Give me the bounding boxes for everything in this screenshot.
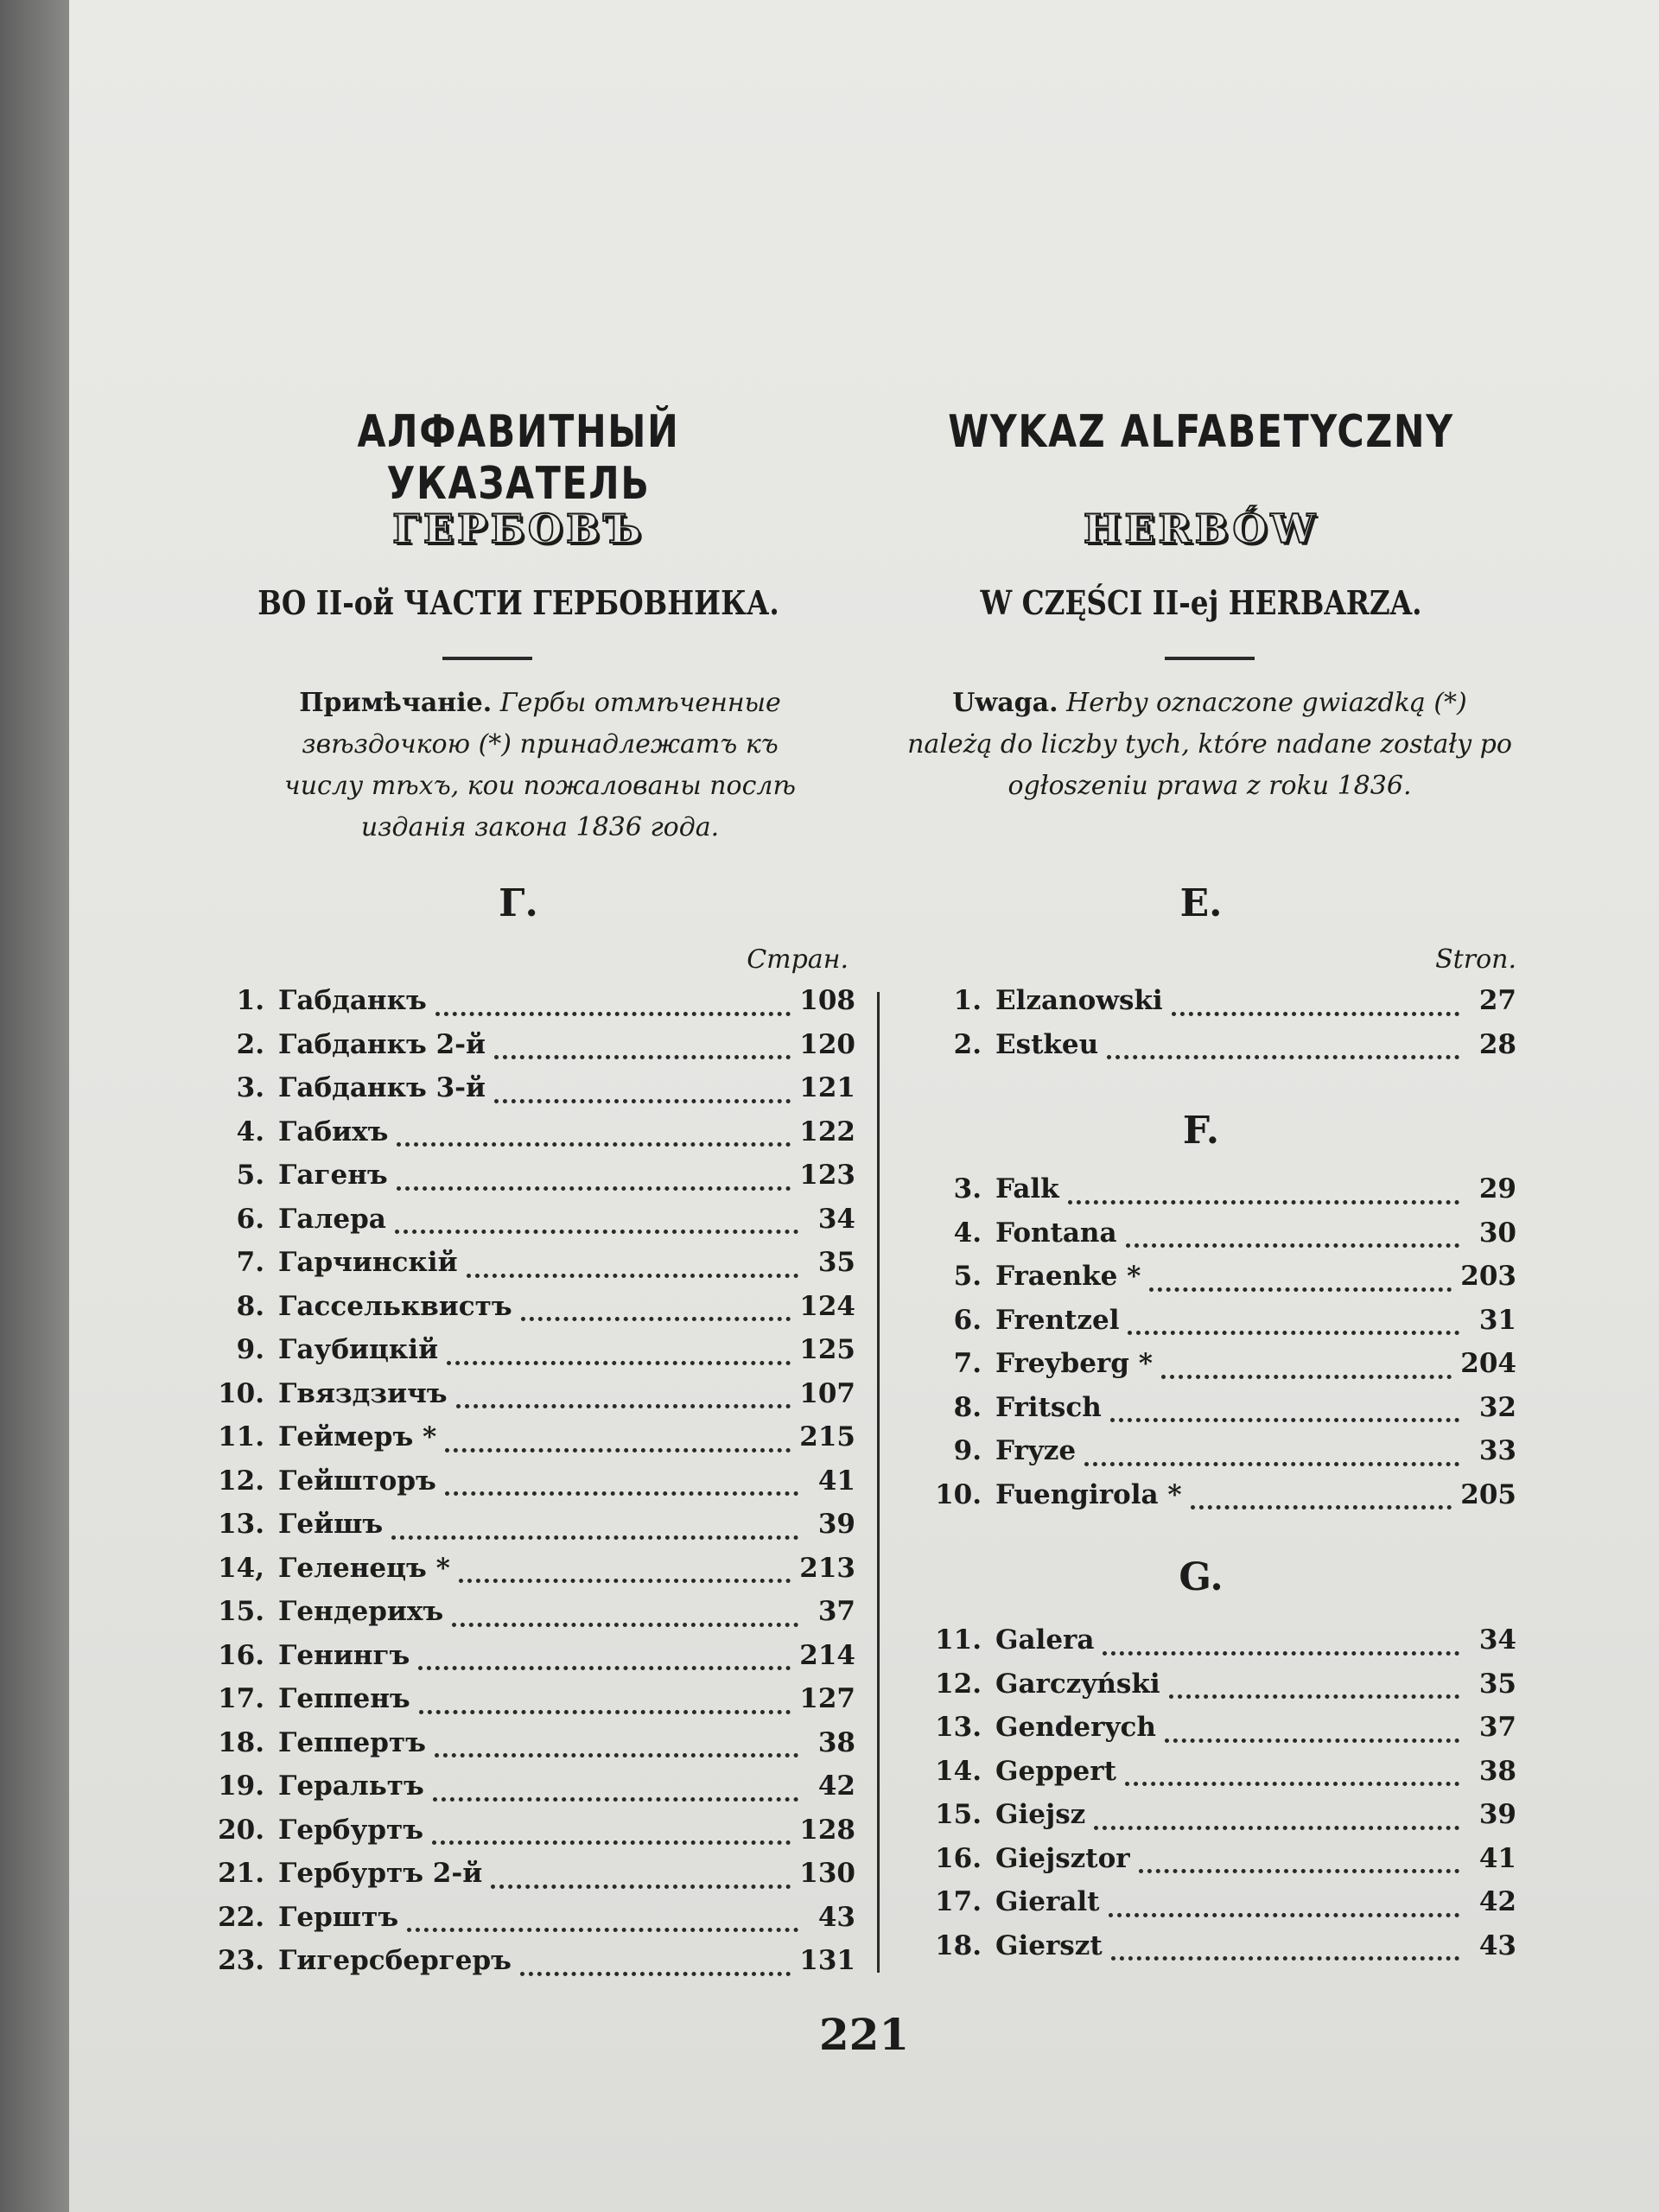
section-letter: F. <box>1182 1109 1220 1153</box>
entry-number: 8. <box>953 1391 982 1423</box>
leader-dots <box>1111 1948 1459 1961</box>
leader-dots <box>491 1876 791 1889</box>
entry-name: Геймеръ * <box>278 1421 437 1452</box>
leader-dots <box>1109 1904 1460 1917</box>
leader-dots <box>467 1265 798 1278</box>
index-entry <box>899 1756 1516 1794</box>
entry-number: 13. <box>218 1509 264 1540</box>
index-entry <box>181 1902 855 1940</box>
section-letter: E. <box>1179 881 1223 925</box>
leader-dots <box>1149 1279 1452 1292</box>
index-entry <box>181 1334 855 1372</box>
entry-number: 3. <box>953 1173 982 1205</box>
entry-name: Гербуртъ 2-й <box>278 1858 483 1889</box>
entry-page: 39 <box>817 1509 855 1540</box>
entry-number: 12. <box>218 1465 264 1497</box>
index-entry <box>181 1509 855 1547</box>
entry-page: 204 <box>1460 1348 1516 1379</box>
entry-name: Gierszt <box>995 1929 1103 1961</box>
entry-name: Galera <box>995 1624 1095 1656</box>
leader-dots <box>445 1483 798 1496</box>
entry-name: Estkeu <box>995 1028 1099 1060</box>
entry-name: Гагенъ <box>278 1160 388 1191</box>
entry-number: 9. <box>953 1435 982 1466</box>
entry-number: 16. <box>935 1842 982 1874</box>
entry-page: 205 <box>1460 1478 1516 1510</box>
index-entry <box>181 1291 855 1329</box>
entry-page: 34 <box>817 1203 855 1235</box>
entry-name: Гаубицкій <box>278 1334 439 1365</box>
entry-number: 8. <box>236 1290 264 1322</box>
entry-number: 3. <box>236 1072 264 1103</box>
index-entry <box>181 1116 855 1154</box>
entry-number: 20. <box>218 1814 264 1846</box>
entry-number: 6. <box>953 1304 982 1336</box>
entry-name: Гейшторъ <box>278 1465 436 1497</box>
entry-name: Garczyński <box>995 1668 1160 1700</box>
index-entry <box>899 1799 1516 1837</box>
polish-subtitle-2: W CZĘŚCI II-ej HERBARZA. <box>980 583 1422 622</box>
entry-name: Frentzel <box>995 1304 1120 1336</box>
leader-dots <box>1103 1643 1459 1656</box>
entry-name: Гендерихъ <box>278 1596 444 1627</box>
entry-number: 17. <box>935 1886 982 1917</box>
entry-name: Geppert <box>995 1755 1116 1787</box>
entry-name: Fritsch <box>995 1391 1102 1423</box>
entry-name: Габданкъ 2-й <box>278 1028 486 1060</box>
index-entry <box>181 1596 855 1634</box>
page-number: 221 <box>818 2009 910 2060</box>
index-entry <box>181 1072 855 1110</box>
leader-dots <box>1084 1453 1459 1466</box>
entry-number: 7. <box>953 1348 982 1379</box>
entry-page: 215 <box>799 1421 855 1452</box>
entry-number: 22. <box>218 1901 264 1933</box>
entry-number: 21. <box>218 1858 264 1889</box>
index-entry <box>899 1217 1516 1255</box>
index-entry <box>899 1173 1516 1211</box>
leader-dots <box>1094 1817 1459 1830</box>
entry-number: 23. <box>218 1945 264 1976</box>
entry-page: 27 <box>1478 985 1516 1016</box>
entry-name: Giejsztor <box>995 1842 1130 1874</box>
leader-dots <box>418 1657 791 1670</box>
russian-title: АЛФАВИТНЫЙ УКАЗАТЕЛЬ <box>357 406 680 510</box>
leader-dots <box>452 1614 798 1627</box>
leader-dots <box>395 1221 798 1234</box>
leader-dots <box>1161 1366 1452 1379</box>
entry-number: 17. <box>218 1683 264 1714</box>
entry-name: Genderych <box>995 1712 1156 1743</box>
entry-page: 28 <box>1478 1028 1516 1060</box>
entry-page: 214 <box>799 1639 855 1671</box>
leader-dots <box>1128 1322 1459 1335</box>
index-entry <box>899 985 1516 1023</box>
book-page <box>69 0 1659 2212</box>
note-lead: Uwaga. <box>952 688 1058 718</box>
leader-dots <box>520 1963 791 1976</box>
entry-number: 11. <box>218 1421 264 1452</box>
entry-name: Giejsz <box>995 1799 1086 1830</box>
leader-dots <box>1169 1686 1459 1699</box>
entry-name: Гербуртъ <box>278 1814 423 1846</box>
entry-page: 29 <box>1478 1173 1516 1205</box>
entry-page: 34 <box>1478 1624 1516 1656</box>
leader-dots <box>407 1919 798 1932</box>
entry-name: Галера <box>278 1203 386 1235</box>
entry-page: 131 <box>799 1945 855 1976</box>
entry-name: Геральтъ <box>278 1770 424 1802</box>
entry-page: 38 <box>817 1726 855 1758</box>
index-entry <box>899 1712 1516 1750</box>
leader-dots <box>435 1745 798 1758</box>
leader-dots <box>1107 1046 1459 1059</box>
entry-number: 18. <box>935 1929 982 1961</box>
page-column-header: Stron. <box>1435 944 1516 975</box>
index-entry <box>181 1858 855 1896</box>
leader-dots <box>456 1395 791 1408</box>
polish-subtitle: HERBÓW <box>1083 505 1319 552</box>
note-lead: Примѣчаніе. <box>299 688 493 718</box>
title-rule <box>1165 657 1255 660</box>
entry-number: 10. <box>935 1478 982 1510</box>
entry-page: 127 <box>799 1683 855 1714</box>
entry-page: 37 <box>1478 1712 1516 1743</box>
entry-page: 130 <box>799 1858 855 1889</box>
entry-number: 13. <box>935 1712 982 1743</box>
index-entry <box>181 1683 855 1721</box>
entry-page: 42 <box>817 1770 855 1802</box>
entry-number: 1. <box>236 985 264 1016</box>
entry-name: Габданкъ 3-й <box>278 1072 486 1103</box>
polish-note <box>907 683 1512 807</box>
entry-page: 107 <box>799 1377 855 1409</box>
entry-page: 125 <box>799 1334 855 1365</box>
index-entry <box>181 1204 855 1242</box>
leader-dots <box>447 1352 791 1365</box>
index-entry <box>899 1435 1516 1473</box>
entry-page: 128 <box>799 1814 855 1846</box>
index-entry <box>899 1624 1516 1662</box>
entry-name: Габихъ <box>278 1116 389 1147</box>
entry-number: 4. <box>236 1116 264 1147</box>
leader-dots <box>397 1178 791 1191</box>
entry-page: 41 <box>817 1465 855 1497</box>
entry-number: 5. <box>953 1261 982 1292</box>
index-entry <box>899 1029 1516 1067</box>
index-entry <box>899 1886 1516 1924</box>
entry-page: 121 <box>799 1072 855 1103</box>
entry-name: Falk <box>995 1173 1059 1205</box>
entry-name: Гассельквистъ <box>278 1290 512 1322</box>
entry-number: 4. <box>953 1217 982 1249</box>
leader-dots <box>397 1134 791 1147</box>
entry-name: Герштъ <box>278 1901 399 1933</box>
entry-page: 203 <box>1460 1261 1516 1292</box>
entry-page: 42 <box>1478 1886 1516 1917</box>
entry-name: Геппертъ <box>278 1726 426 1758</box>
entry-page: 32 <box>1478 1391 1516 1423</box>
section-letter: G. <box>1179 1555 1224 1599</box>
leader-dots <box>1165 1730 1459 1743</box>
leader-dots <box>1126 1235 1459 1248</box>
leader-dots <box>391 1527 798 1540</box>
leader-dots <box>494 1046 791 1059</box>
entry-name: Freyberg * <box>995 1348 1153 1379</box>
index-entry <box>181 1815 855 1853</box>
entry-page: 31 <box>1478 1304 1516 1336</box>
leader-dots <box>1191 1497 1452 1510</box>
entry-page: 122 <box>799 1116 855 1147</box>
entry-name: Гейшъ <box>278 1509 384 1540</box>
index-entry <box>899 1392 1516 1430</box>
leader-dots <box>459 1570 791 1583</box>
leader-dots <box>1139 1860 1459 1873</box>
entry-number: 1. <box>953 985 982 1016</box>
index-entry <box>899 1843 1516 1881</box>
polish-title: WYKAZ ALFABETYCZNY <box>948 406 1454 458</box>
index-entry <box>181 1945 855 1983</box>
entry-number: 15. <box>935 1799 982 1830</box>
entry-name: Fryze <box>995 1435 1077 1466</box>
index-entry <box>899 1930 1516 1968</box>
leader-dots <box>445 1440 791 1452</box>
entry-number: 2. <box>953 1028 982 1060</box>
entry-page: 43 <box>817 1901 855 1933</box>
leader-dots <box>1172 1003 1459 1016</box>
entry-page: 120 <box>799 1028 855 1060</box>
entry-number: 11. <box>935 1624 982 1656</box>
entry-number: 14, <box>218 1552 264 1584</box>
note-body: Гербы отмѣченные звѣздочкою (*) принадлежатъ къ числу тѣхъ, кои пожалованы послѣ изданія закона 1836 года. <box>284 688 796 842</box>
entry-name: Fontana <box>995 1217 1117 1249</box>
index-entry <box>899 1479 1516 1517</box>
entry-page: 213 <box>799 1552 855 1584</box>
entry-page: 30 <box>1478 1217 1516 1249</box>
index-entry <box>181 1727 855 1765</box>
index-entry <box>181 1640 855 1678</box>
russian-subtitle-2: ВО II-ой ЧАСТИ ГЕРБОВНИКА. <box>257 583 779 622</box>
index-entry <box>899 1669 1516 1707</box>
index-entry <box>181 1465 855 1503</box>
russian-subtitle: ГЕРБОВЪ <box>392 505 645 552</box>
entry-number: 10. <box>218 1377 264 1409</box>
page-column-header: Стран. <box>747 944 849 975</box>
entry-number: 12. <box>935 1668 982 1700</box>
leader-dots <box>521 1308 791 1321</box>
entry-name: Габданкъ <box>278 985 427 1016</box>
entry-name: Gieralt <box>995 1886 1100 1917</box>
index-entry <box>181 1378 855 1416</box>
entry-name: Гарчинскій <box>278 1247 458 1278</box>
index-entry <box>181 985 855 1023</box>
entry-name: Гигерсбергеръ <box>278 1945 512 1976</box>
leader-dots <box>432 1832 791 1845</box>
index-entry <box>899 1348 1516 1386</box>
index-entry <box>181 1770 855 1808</box>
entry-number: 6. <box>236 1203 264 1235</box>
index-entry <box>181 1247 855 1285</box>
leader-dots <box>419 1701 791 1714</box>
index-entry <box>181 1553 855 1591</box>
index-entry <box>181 1160 855 1198</box>
entry-page: 124 <box>799 1290 855 1322</box>
entry-name: Гвяздзичъ <box>278 1377 448 1409</box>
entry-page: 35 <box>817 1247 855 1278</box>
entry-name: Генингъ <box>278 1639 410 1671</box>
entry-number: 7. <box>236 1247 264 1278</box>
entry-page: 108 <box>799 985 855 1016</box>
page-edge-shadow <box>0 0 69 2212</box>
russian-note <box>259 683 821 849</box>
leader-dots <box>435 1003 791 1016</box>
entry-page: 39 <box>1478 1799 1516 1830</box>
section-letter: Г. <box>499 881 538 925</box>
entry-number: 18. <box>218 1726 264 1758</box>
leader-dots <box>1125 1773 1459 1786</box>
entry-page: 37 <box>817 1596 855 1627</box>
leader-dots <box>433 1789 798 1802</box>
entry-number: 16. <box>218 1639 264 1671</box>
entry-page: 33 <box>1478 1435 1516 1466</box>
index-entry <box>899 1261 1516 1299</box>
entry-page: 123 <box>799 1160 855 1191</box>
note-body: Herby oznaczone gwiazdką (*) należą do liczby tych, które nadane zostały po ogłoszeniu prawa z roku 1836. <box>907 688 1512 801</box>
entry-name: Геппенъ <box>278 1683 410 1714</box>
leader-dots <box>1110 1409 1459 1422</box>
entry-number: 5. <box>236 1160 264 1191</box>
entry-number: 9. <box>236 1334 264 1365</box>
entry-page: 43 <box>1478 1929 1516 1961</box>
entry-page: 38 <box>1478 1755 1516 1787</box>
entry-number: 19. <box>218 1770 264 1802</box>
title-rule <box>442 657 532 660</box>
leader-dots <box>494 1090 791 1103</box>
entry-name: Геленецъ * <box>278 1552 450 1584</box>
index-entry <box>181 1421 855 1459</box>
entry-number: 15. <box>218 1596 264 1627</box>
leader-dots <box>1068 1192 1459 1205</box>
entry-page: 35 <box>1478 1668 1516 1700</box>
entry-name: Fraenke * <box>995 1261 1141 1292</box>
entry-page: 41 <box>1478 1842 1516 1874</box>
entry-name: Elzanowski <box>995 985 1163 1016</box>
index-entry <box>899 1305 1516 1343</box>
index-entry <box>181 1029 855 1067</box>
entry-number: 14. <box>935 1755 982 1787</box>
entry-name: Fuengirola * <box>995 1478 1182 1510</box>
entry-number: 2. <box>236 1028 264 1060</box>
